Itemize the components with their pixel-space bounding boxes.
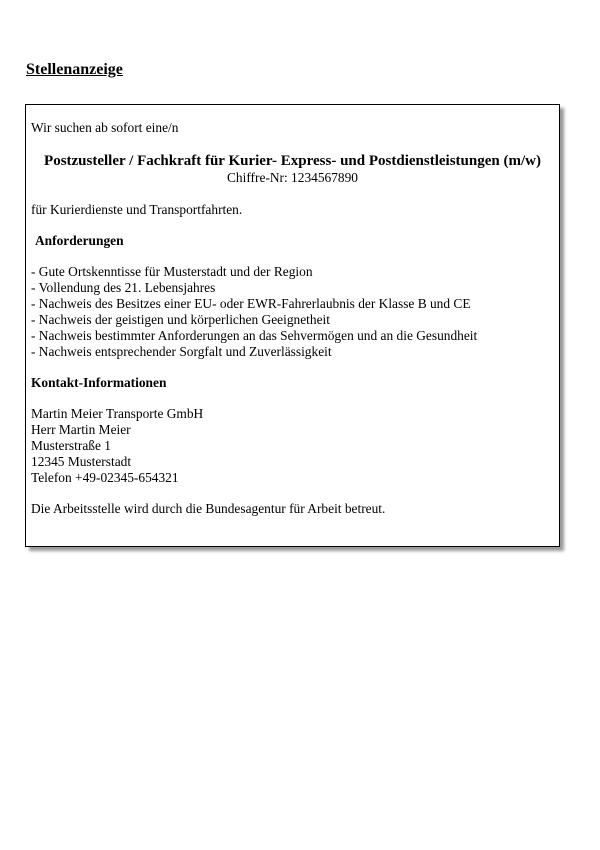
contact-company: Martin Meier Transporte GmbH [31, 406, 204, 421]
requirements-heading: Anforderungen [35, 233, 124, 248]
requirement-item: - Nachweis des Besitzes einer EU- oder EWR-Fahrerlaubnis der Klasse B und CE [31, 296, 471, 311]
contact-person: Herr Martin Meier [31, 422, 131, 437]
job-ad-box [25, 104, 560, 547]
requirement-item: - Nachweis der geistigen und körperlichen Geeignetheit [31, 312, 330, 327]
contact-city: 12345 Musterstadt [31, 454, 132, 469]
job-title: Postzusteller / Fachkraft für Kurier- Express- und Postdienstleistungen (m/w) [44, 153, 541, 169]
footer-note: Die Arbeitsstelle wird durch die Bundesagentur für Arbeit betreut. [31, 501, 386, 516]
requirements-list [31, 264, 554, 360]
contact-street: Musterstraße 1 [31, 438, 111, 453]
contact-block [31, 406, 554, 486]
requirement-item: - Vollendung des 21. Lebensjahres [31, 280, 216, 295]
requirement-item: - Gute Ortskenntisse für Musterstadt und der Region [31, 264, 313, 279]
chiffre-number: Chiffre-Nr: 1234567890 [226, 170, 359, 185]
page-title: Stellenanzeige [26, 61, 123, 78]
ad-intro: Wir suchen ab sofort eine/n [31, 120, 179, 135]
requirement-item: - Nachweis entsprechender Sorgfalt und Zuverlässigkeit [31, 344, 332, 359]
requirement-item: - Nachweis bestimmter Anforderungen an das Sehvermögen und an die Gesundheit [31, 328, 478, 343]
contact-phone: Telefon +49-02345-654321 [31, 470, 179, 485]
contact-heading: Kontakt-Informationen [31, 375, 167, 390]
job-tasks: für Kurierdienste und Transportfahrten. [31, 202, 243, 217]
